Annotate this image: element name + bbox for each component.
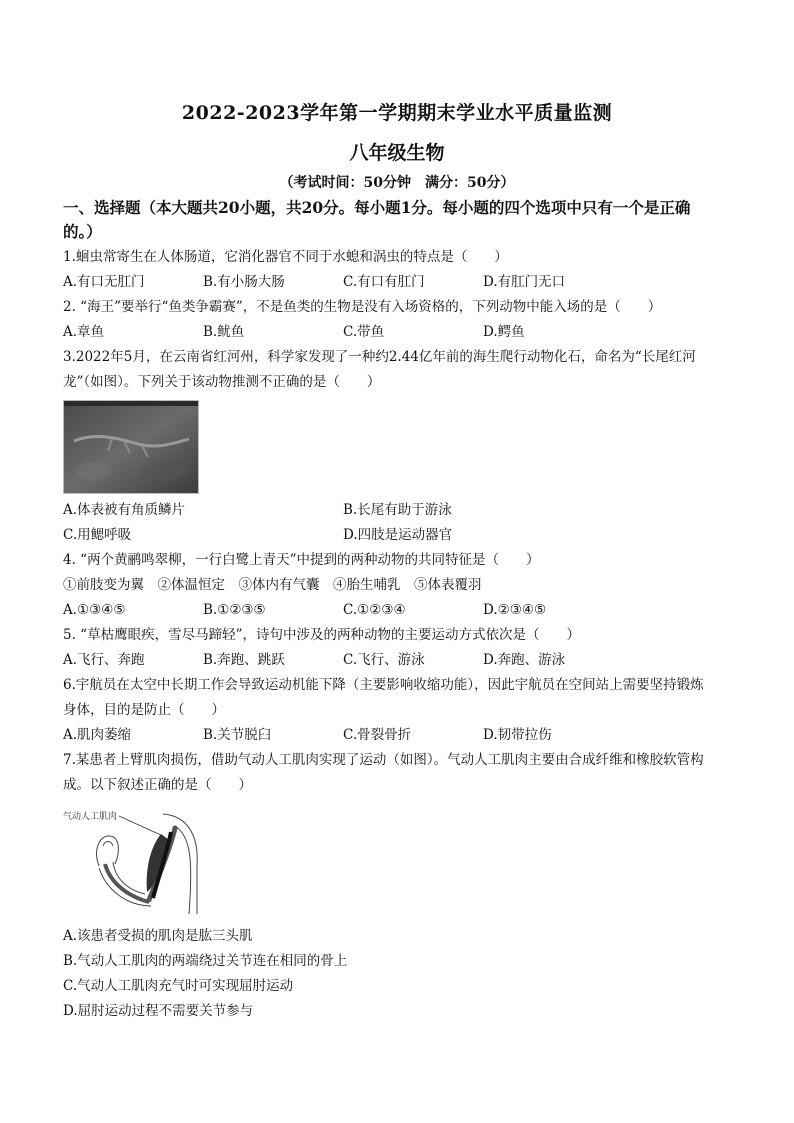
question-4-features: ①前肢变为翼 ②体温恒定 ③体内有气囊 ④胎生哺乳 ⑤体表覆羽 (63, 577, 482, 593)
question-4-option-b: B.①②③⑤ (203, 602, 266, 618)
question-6-option-b: B.关节脱臼 (203, 727, 272, 743)
question-7-option-a: A.该患者受损的肌肉是肱三头肌 (63, 928, 253, 944)
question-6-option-c: C.骨裂骨折 (343, 727, 412, 743)
question-1-stem: 1.蛔虫常寄生在人体肠道，它消化器官不同于水螅和涡虫的特点是（ ） (63, 249, 508, 265)
question-2-stem: 2. “海王”要举行“鱼类争霸赛”，不是鱼类的生物是没有入场资格的，下列动物中能入场的是（ ） (63, 299, 662, 315)
question-5-option-b: B.奔跑、跳跃 (203, 652, 285, 668)
question-7-stem-line1: 7.某患者上臂肌肉损伤，借助气动人工肌肉实现了运动（如图）。气动人工肌肉主要由合成纤维和橡胶软管构 (63, 752, 704, 768)
question-7-option-b: B.气动人工肌肉的两端绕过关节连在相同的骨上 (63, 953, 348, 969)
question-5-option-c: C.飞行、游泳 (343, 652, 425, 668)
question-3-option-c: C.用鳃呼吸 (63, 527, 132, 543)
question-2-option-a: A.章鱼 (63, 324, 105, 340)
question-3-stem-line2: 龙”（如图）。下列关于该动物推测不正确的是（ ） (63, 374, 381, 390)
section-heading-line2: 的。） (63, 222, 102, 241)
arm-figure-label: 气动人工肌肉 (63, 812, 118, 822)
question-6-stem-line2: 身体，目的是防止（ ） (63, 702, 225, 718)
question-3-option-d: D.四肢是运动器官 (343, 527, 453, 543)
section-heading-line1: 一、选择题（本大题共20小题，共20分。每小题1分。每小题的四个选项中只有一个是正确 (63, 198, 691, 217)
fossil-photo (63, 400, 199, 494)
question-7-stem-line2: 成。以下叙述正确的是（ ） (63, 777, 252, 793)
question-2-option-b: B.鱿鱼 (203, 324, 245, 340)
question-4-option-d: D.②③④⑤ (483, 602, 547, 618)
question-1-option-c: C.有口有肛门 (343, 274, 425, 290)
question-1-option-d: D.有肛门无口 (483, 274, 566, 290)
question-1-option-b: B.有小肠大肠 (203, 274, 285, 290)
question-4-option-c: C.①②③④ (343, 602, 406, 618)
question-6-option-a: A.肌肉萎缩 (63, 727, 132, 743)
question-3-option-b: B.长尾有助于游泳 (343, 502, 452, 518)
question-7-option-c: C.气动人工肌肉充气时可实现屈肘运动 (63, 978, 294, 994)
question-7-option-d: D.屈肘运动过程不需要关节参与 (63, 1003, 254, 1019)
exam-title: 2022-2023学年第一学期期末学业水平质量监测 (181, 102, 613, 124)
arm-figure (63, 806, 201, 914)
question-4-stem: 4. “两个黄鹂鸣翠柳，一行白鹭上青天”中提到的两种动物的共同特征是（ ） (63, 552, 540, 568)
question-3-option-a: A.体表被有角质鳞片 (63, 502, 186, 518)
question-6-stem-line1: 6.宇航员在太空中长期工作会导致运动机能下降（主要影响收缩功能），因此宇航员在空间站上需要坚持锻炼 (63, 677, 704, 693)
question-5-stem: 5. “草枯鹰眼疾，雪尽马蹄轻”，诗句中涉及的两种动物的主要运动方式依次是（ ） (63, 627, 580, 643)
section-heading (63, 196, 743, 244)
question-5-option-d: D.奔跑、游泳 (483, 652, 566, 668)
question-6-option-d: D.韧带拉伤 (483, 727, 552, 743)
question-2-option-d: D.鳄鱼 (483, 324, 525, 340)
subject-title: 八年级生物 (349, 142, 445, 164)
exam-info: （考试时间：50分钟 满分：50分） (279, 175, 515, 191)
question-3-stem-line1: 3.2022年5月，在云南省红河州，科学家发现了一种约2.44亿年前的海生爬行动物化石，命名为“长尾红河 (63, 349, 696, 365)
question-2-option-c: C.带鱼 (343, 324, 385, 340)
question-4-option-a: A.①③④⑤ (63, 602, 126, 618)
fossil-illustration (64, 401, 198, 493)
question-5-option-a: A.飞行、奔跑 (63, 652, 145, 668)
question-1-option-a: A.有口无肛门 (63, 274, 145, 290)
arm-illustration (63, 806, 201, 914)
